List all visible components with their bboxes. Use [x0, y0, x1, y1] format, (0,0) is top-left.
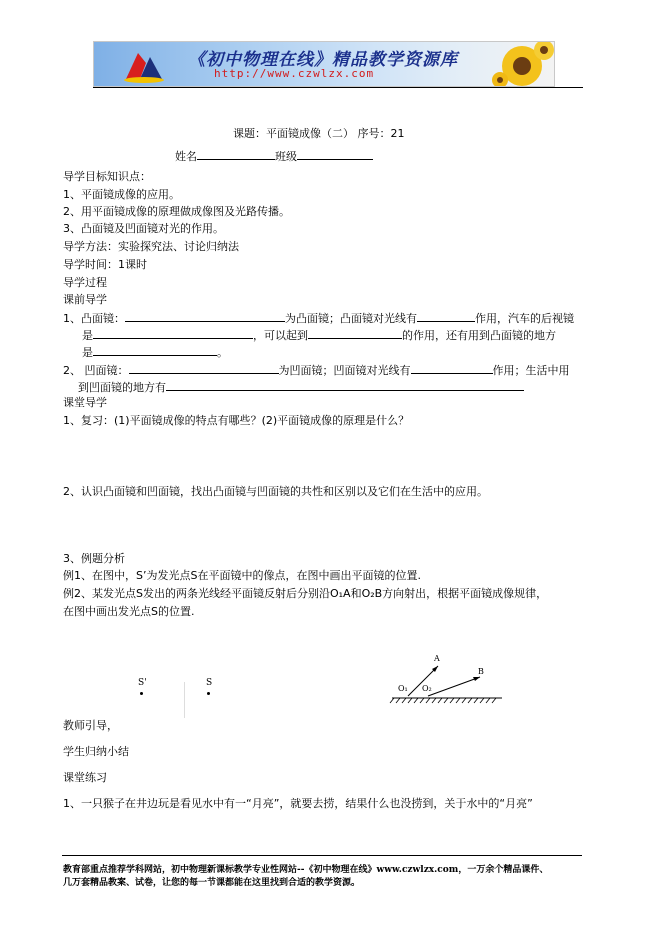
footer-line-2: 几万套精品教案、试卷，让您的每一节课都能在这里找到合适的教学资源。	[63, 878, 361, 888]
time-line: 导学时间：1课时	[63, 258, 147, 271]
name-class-line	[175, 148, 373, 164]
blank[interactable]	[93, 327, 253, 339]
goal-item: 3、凸面镜及凹面镜对光的作用。	[63, 222, 224, 235]
name-label: 姓名	[175, 150, 197, 163]
figure-2	[384, 650, 504, 710]
teacher-guide: 教师引导，	[63, 719, 118, 732]
goal-item: 2、用平面镜成像的原理做成像图及光路传播。	[63, 205, 290, 218]
label-o2: O₂	[422, 684, 432, 693]
goal-item: 1、平面镜成像的应用。	[63, 188, 180, 201]
class-label: 班级	[275, 150, 297, 163]
question-2-line-2: 到凹面镜的地方有	[78, 379, 524, 395]
mirror-ray-diagram	[384, 650, 504, 710]
footer-rule	[62, 855, 582, 856]
label-o1: O₁	[398, 684, 408, 693]
class-heading: 课堂导学	[63, 396, 107, 409]
s-point	[207, 692, 210, 695]
sunflower-icon	[484, 42, 554, 86]
label-a: A	[434, 654, 440, 663]
label-b: B	[478, 667, 484, 676]
site-logo-icon	[120, 47, 166, 83]
s-prime-label: S'	[138, 678, 147, 688]
faint-mirror-mark	[184, 682, 185, 718]
method-line: 导学方法：实验探究法、讨论归纳法	[63, 240, 239, 253]
pre-study-heading: 课前导学	[63, 293, 107, 306]
footer-line-1: 教育部重点推荐学科网站，初中物理新课标教学专业性网站--《初中物理在线》www.czwlzx.com，一万余个精品课件、	[63, 865, 549, 875]
example-2-line-1: 例2、某发光点S发出的两条光线经平面镜反射后分别沿O₁A和O₂B方向射出，根据平面镜成像规律，	[63, 587, 548, 600]
s-prime-point	[140, 692, 143, 695]
s-label: S	[206, 678, 213, 688]
blank[interactable]	[129, 362, 279, 374]
lesson-title: 课题：平面镜成像（二） 序号：21	[233, 127, 405, 140]
blank[interactable]	[93, 344, 217, 356]
question-2-line-1: 2、 凹面镜： 为凹面镜；凹面镜对光线有 作用；生活中用	[63, 364, 570, 377]
recognize-task: 2、认识凸面镜和凹面镜，找出凸面镜与凹面镜的共性和区别以及它们在生活中的应用。	[63, 485, 488, 498]
name-blank[interactable]	[197, 148, 275, 160]
question-1-line-3: 是 。	[82, 346, 228, 359]
header-banner	[93, 41, 555, 87]
goals-heading: 导学目标知识点：	[63, 170, 151, 183]
class-blank[interactable]	[297, 148, 373, 160]
example-1: 例1、在图中，S’为发光点S在平面镜中的像点，在图中画出平面镜的位置.	[63, 569, 421, 582]
header-rule	[93, 87, 583, 88]
practice-heading: 课堂练习	[63, 771, 107, 784]
blank[interactable]	[417, 310, 475, 322]
question-1-line-2: 是 ，可以起到 的作用，还有用到凸面镜的地方	[82, 329, 556, 342]
banner-url[interactable]: http://www.czwlzx.com	[214, 67, 375, 80]
blank[interactable]	[411, 362, 493, 374]
student-summary: 学生归纳小结	[63, 745, 129, 758]
question-1-line-1: 1、凸面镜： 为凸面镜；凸面镜对光线有 作用，汽车的后视镜	[63, 312, 574, 325]
review-question: 1、复习：(1)平面镜成像的特点有哪些？(2)平面镜成像的原理是什么？	[63, 414, 410, 427]
practice-question-1: 1、一只猴子在井边玩是看见水中有一“月亮”，就要去捞，结果什么也没捞到，关于水中的“月亮”	[63, 797, 533, 810]
example-2-line-2: 在图中画出发光点S的位置.	[63, 605, 195, 618]
process-heading: 导学过程	[63, 276, 107, 289]
blank[interactable]	[125, 310, 285, 322]
ray-o2-b	[428, 677, 480, 696]
banner-title: 《初中物理在线》精品教学资源库	[188, 50, 458, 70]
example-heading: 3、例题分析	[63, 552, 125, 565]
blank[interactable]	[308, 327, 402, 339]
blank[interactable]	[166, 379, 524, 391]
